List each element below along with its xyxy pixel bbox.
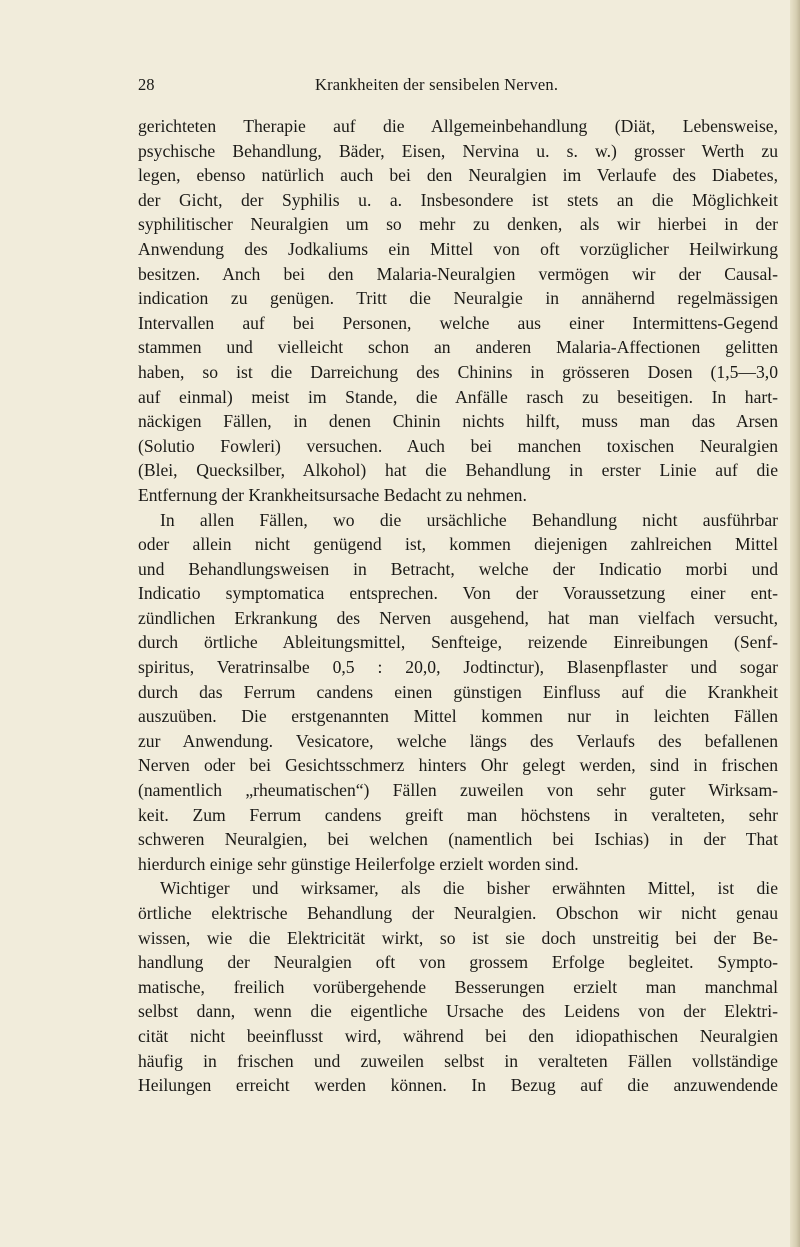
text-line: haben, so ist die Darreichung des Chinins in grösseren Dosen (1,5—3,0: [138, 361, 778, 382]
text-line: matische, freilich vorübergehende Besserungen erzielt man manchmal: [138, 976, 778, 997]
text-line: und Behandlungsweisen in Betracht, welche der Indicatio morbi und: [138, 558, 778, 579]
text-line: handlung der Neuralgien oft von grossem Erfolge begleitet. Sympto-: [138, 952, 778, 973]
text-line: auf einmal) meist im Stande, die Anfälle rasch zu beseitigen. In hart-: [138, 386, 778, 407]
text-line: (Blei, Quecksilber, Alkohol) hat die Behandlung in erster Linie auf die: [138, 460, 778, 481]
text-line: spiritus, Veratrinsalbe 0,5 : 20,0, Jodtinctur), Blasenpflaster und sogar: [138, 657, 778, 678]
running-head: Krankheiten der sensibelen Nerven.: [315, 75, 559, 94]
text-line: besitzen. Anch bei den Malaria-Neuralgien vermögen wir der Causal-: [138, 263, 778, 284]
text-line: häufig in frischen und zuweilen selbst in veralteten Fällen vollständige: [138, 1050, 778, 1071]
text-line: psychische Behandlung, Bäder, Eisen, Nervina u. s. w.) grosser Werth zu: [138, 140, 778, 161]
text-line: hierdurch einige sehr günstige Heilerfolge erzielt worden sind.: [138, 853, 579, 874]
text-line: näckigen Fällen, in denen Chinin nichts hilft, muss man das Arsen: [138, 411, 778, 432]
text-line: der Gicht, der Syphilis u. a. Insbesondere ist stets an die Möglichkeit: [138, 189, 778, 210]
text-line: gerichteten Therapie auf die Allgemeinbehandlung (Diät, Lebensweise,: [138, 116, 778, 136]
body-text: [138, 114, 778, 1098]
text-line: cität nicht beeinflusst wird, während bei den idiopathischen Neuralgien: [138, 1025, 778, 1046]
text-line: örtliche elektrische Behandlung der Neuralgien. Obschon wir nicht genau: [138, 903, 778, 923]
text-line: (namentlich „rheumatischen“) Fällen zuweilen von sehr guter Wirksam-: [138, 780, 778, 801]
page-header: [138, 74, 778, 96]
text-line: syphilitischer Neuralgien um so mehr zu denken, als wir hierbei in der: [138, 214, 778, 235]
text-line: Intervallen auf bei Personen, welche aus einer Intermittens-Gegend: [138, 312, 778, 333]
text-line: Anwendung des Jodkaliums ein Mittel von oft vorzüglicher Heilwirkung: [138, 238, 778, 259]
text-line: auszuüben. Die erstgenannten Mittel kommen nur in leichten Fällen: [138, 706, 778, 727]
text-line: durch örtliche Ableitungsmittel, Senfteige, reizende Einreibungen (Senf-: [138, 632, 778, 653]
text-line: legen, ebenso natürlich auch bei den Neuralgien im Verlaufe des Diabetes,: [138, 165, 778, 186]
text-line: wissen, wie die Elektricität wirkt, so ist sie doch unstreitig bei der Be-: [138, 927, 778, 948]
text-line: stammen und vielleicht schon an anderen Malaria-Affectionen gelitten: [138, 337, 778, 358]
text-line: zündlichen Erkrankung des Nerven ausgehend, hat man vielfach versucht,: [138, 607, 778, 628]
text-line: durch das Ferrum candens einen günstigen Einfluss auf die Krankheit: [138, 681, 778, 702]
text-line: schweren Neuralgien, bei welchen (namentlich bei Ischias) in der That: [138, 829, 778, 850]
text-line: Entfernung der Krankheitsursache Bedacht zu nehmen.: [138, 484, 527, 505]
text-line: zur Anwendung. Vesicatore, welche längs des Verlaufs des befallenen: [138, 730, 778, 751]
text-line: Wichtiger und wirksamer, als die bisher erwähnten Mittel, ist die: [160, 878, 778, 899]
text-line: Nerven oder bei Gesichtsschmerz hinters Ohr gelegt werden, sind in frischen: [138, 755, 778, 776]
page-edge-shadow: [790, 0, 800, 1247]
text-line: selbst dann, wenn die eigentliche Ursache des Leidens von der Elektri-: [138, 1001, 778, 1022]
text-line: Indicatio symptomatica entsprechen. Von der Voraussetzung einer ent-: [138, 583, 778, 604]
text-line: (Solutio Fowleri) versuchen. Auch bei manchen toxischen Neuralgien: [138, 435, 778, 456]
page-number: 28: [138, 75, 155, 94]
text-line: Heilungen erreicht werden können. In Bezug auf die anzuwendende: [138, 1075, 778, 1096]
text-line: keit. Zum Ferrum candens greift man höchstens in veralteten, sehr: [138, 804, 778, 825]
text-line: In allen Fällen, wo die ursächliche Behandlung nicht ausführbar: [160, 509, 778, 530]
text-line: oder allein nicht genügend ist, kommen diejenigen zahlreichen Mittel: [138, 534, 778, 555]
text-line: indication zu genügen. Tritt die Neuralgie in annähernd regelmässigen: [138, 288, 778, 309]
